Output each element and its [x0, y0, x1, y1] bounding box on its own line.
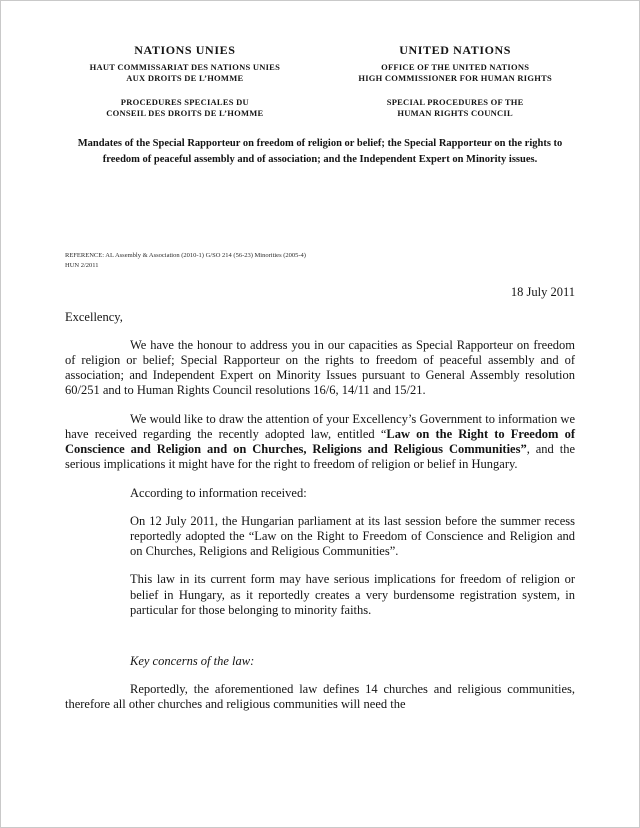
letter-date: 18 July 2011: [510, 284, 575, 299]
office-line-french-2: AUX DROITS DE L’HOMME: [126, 73, 244, 84]
paragraph-according-to-information: According to information received:: [130, 485, 307, 500]
quote-paragraph-adoption: On 12 July 2011, the Hungarian parliament at its last session before the summer recess reportedly adopted the “Law on the Right to Freedom of Conscience and Religion and on Churches, Religions and Religious Communities”.: [130, 513, 575, 559]
office-line-english-1: OFFICE OF THE UNITED NATIONS: [381, 62, 530, 72]
procedures-line-english-1: SPECIAL PROCEDURES OF THE: [386, 96, 524, 107]
quote-paragraph-implications: This law in its current form may have serious implications for freedom of religion or belief in Hungary, as it reportedly creates a very burdensome registration system, in particular for those belonging to minority faiths.: [130, 572, 575, 617]
letterhead: [65, 43, 575, 120]
letterhead-spacer: [335, 85, 575, 97]
paragraph-reportedly: Reportedly, the aforementioned law defines 14 churches and religious communities, therefore all other churches and religious communities will need the: [65, 682, 575, 712]
reference-line: REFERENCE: AL Assembly & Association (2010-1) G/SO 214 (56-23) Minorities (2005-4): [65, 252, 306, 260]
procedures-line-english-2: HUMAN RIGHTS COUNCIL: [397, 108, 513, 119]
letterhead-spacer: [65, 85, 305, 97]
mandates-statement: Mandates of the Special Rapporteur on freedom of religion or belief; the Special Rapporteur on the rights to freedom of peaceful assembly and of association; and the Independent Expert on Minority issues.: [77, 137, 563, 165]
org-name-french: NATIONS UNIES: [134, 43, 236, 57]
office-line-french-1: HAUT COMMISSARIAT DES NATIONS UNIES: [89, 62, 281, 72]
paragraph-law-attention: [65, 412, 575, 473]
paragraph-law-attention-text: We would like to draw the attention of your Excellency’s Government to information we have received regarding the recently adopted law, entitled “: [65, 411, 575, 441]
salutation: Excellency,: [65, 309, 123, 324]
letterhead-english: [335, 43, 575, 120]
office-line-english-2: HIGH COMMISSIONER FOR HUMAN RIGHTS: [358, 73, 552, 84]
letterhead-french: [65, 43, 305, 120]
procedures-line-french-2: CONSEIL DES DROITS DE L’HOMME: [106, 108, 264, 119]
quoted-information-block: [65, 514, 575, 618]
case-number: HUN 2/2011: [65, 262, 99, 270]
law-title-bold: Law on the Right to Freedom of Conscience and Religion and on Churches, Religions and Religious Communities”: [65, 426, 576, 457]
key-concerns-heading: Key concerns of the law:: [130, 653, 255, 668]
paragraph-introduction: We have the honour to address you in our capacities as Special Rapporteur on freedom of religion or belief; Special Rapporteur on the rights to freedom of peaceful assembly and of association; and Independent Expert on Minority Issues pursuant to General Assembly resolution 60/251 and to Human Rights Council resolutions 16/6, 14/11 and 15/21.: [65, 337, 575, 398]
reference-block: [65, 251, 575, 271]
procedures-line-french-1: PROCEDURES SPECIALES DU: [120, 96, 249, 107]
org-name-english: UNITED NATIONS: [399, 43, 512, 57]
paragraph-law-attention-end: , and the serious implications it might have for the right to freedom of religion or belief in Hungary.: [65, 442, 575, 472]
